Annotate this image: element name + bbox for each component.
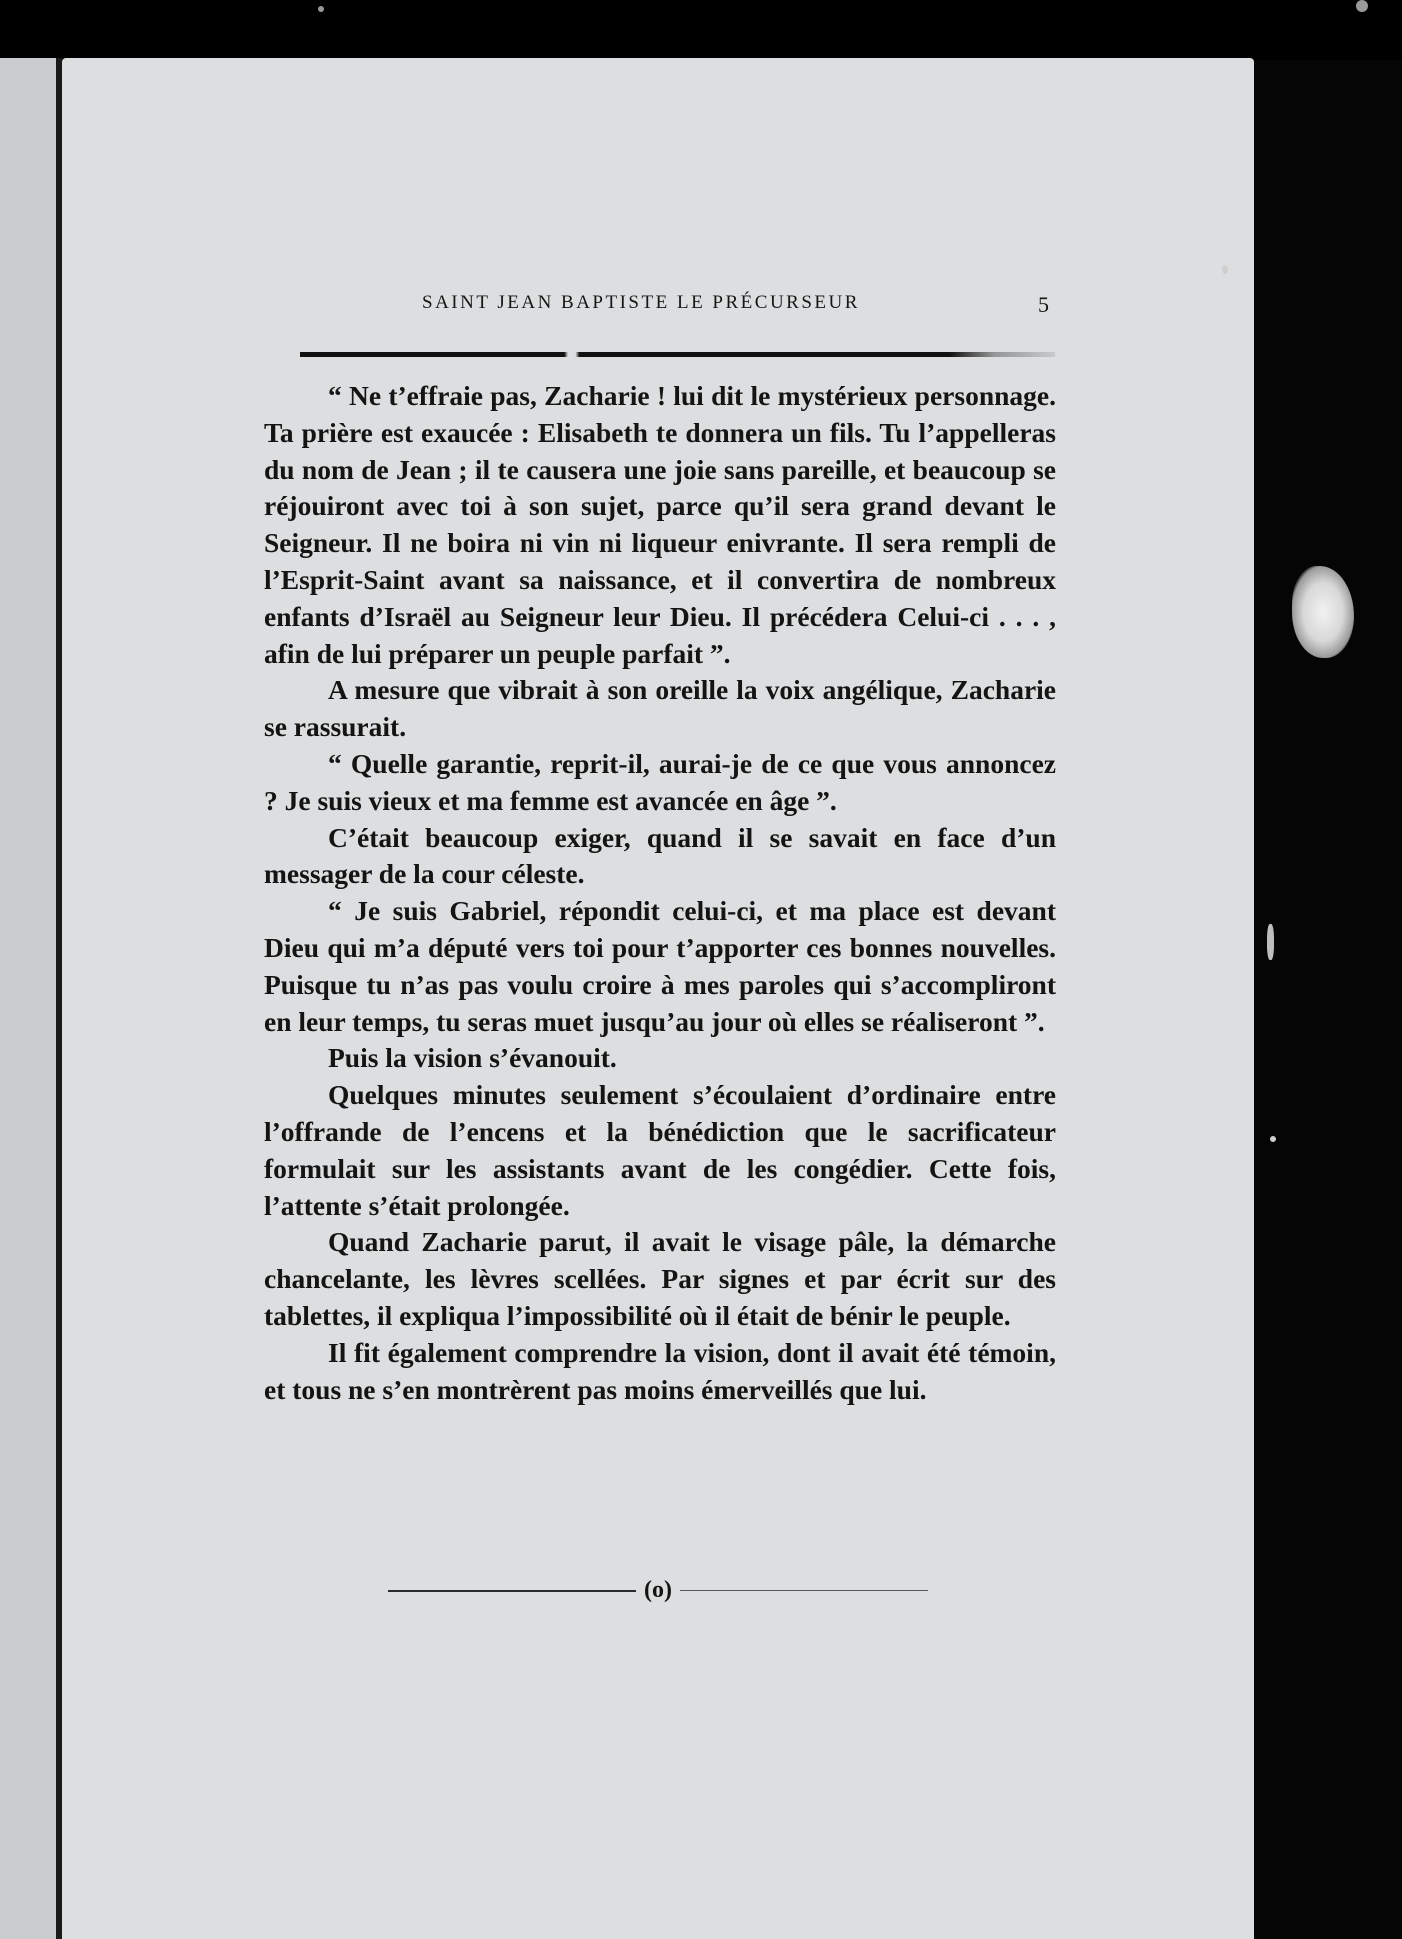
paragraph: “ Je suis Gabriel, répondit celui-ci, et ma place est devant Dieu qui m’a député vers toi pour t’apporter ces bonnes nouvelles. Puisque tu n’as pas voulu croire à mes paroles qui s’accompliront en leur temps, tu seras muet jusqu’au jour où elles se réaliseront ”. — [264, 895, 1056, 1037]
paragraph: Quelques minutes seulement s’écoulaient d’ordinaire entre l’offrande de l’encens et la bénédiction que le sacrificateur formulait sur les assistants avant de les congédier. Cette fois, l’attente s’était prolongée. — [264, 1079, 1056, 1221]
scan-speck-artifact — [1270, 1136, 1276, 1142]
paragraph: A mesure que vibrait à son oreille la voix angélique, Zacharie se rassurait. — [264, 674, 1056, 743]
paragraph: Il fit également comprendre la vision, dont il avait été témoin, et tous ne s’en montrèrent pas moins émerveillés que lui. — [264, 1336, 1056, 1405]
ornament-line-left — [388, 1590, 636, 1592]
adjacent-page-edge — [0, 58, 56, 1939]
ornament-line-right — [680, 1590, 928, 1591]
end-of-chapter-ornament — [388, 1576, 928, 1606]
paragraph: Quand Zacharie parut, il avait le visage pâle, la démarche chancelante, les lèvres scellées. Par signes et par écrit sur des tablettes, il expliqua l’impossibilité où il était de bénir le peuple. — [264, 1226, 1056, 1331]
paragraph: C’était beaucoup exiger, quand il se savait en face d’un messager de la cour céleste. — [264, 821, 1056, 890]
paragraph: “ Quelle garantie, reprit-il, aurai-je de ce que vous annoncez ? Je suis vieux et ma femme est avancée en âge ”. — [264, 747, 1056, 816]
scan-speck-artifact — [318, 6, 324, 12]
page-body — [264, 378, 1056, 1408]
running-title: SAINT JEAN BAPTISTE LE PRÉCURSEUR — [422, 292, 860, 313]
paragraph: Puis la vision s’évanouit. — [328, 1042, 617, 1074]
ornament-center: (o) — [644, 1577, 672, 1603]
scan-speck-artifact — [1267, 924, 1274, 960]
paragraph: “ Ne t’effraie pas, Zacharie ! lui dit le mystérieux personnage. Ta prière est exaucée : Elisabeth te donnera un fils. Tu l’appelleras du nom de Jean ; il te causera une joie sans pareille, et beaucoup se réjouiront avec toi à son sujet, parce qu’il sera grand devant le Seigneur. Il ne boira ni vin ni liqueur enivrante. Il sera rempli de l’Esprit-Saint avant sa naissance, et il convertira de nombreux enfants d’Israël au Seigneur leur Dieu. Il précédera Celui-ci . . . , afin de lui préparer un peuple parfait ”. — [264, 380, 1056, 669]
header-rule — [300, 352, 1055, 357]
scan-speck-artifact — [1222, 265, 1228, 274]
scan-speck-artifact — [1356, 0, 1368, 12]
page-number: 5 — [1038, 292, 1052, 317]
scan-dark-margin — [1254, 60, 1402, 1939]
